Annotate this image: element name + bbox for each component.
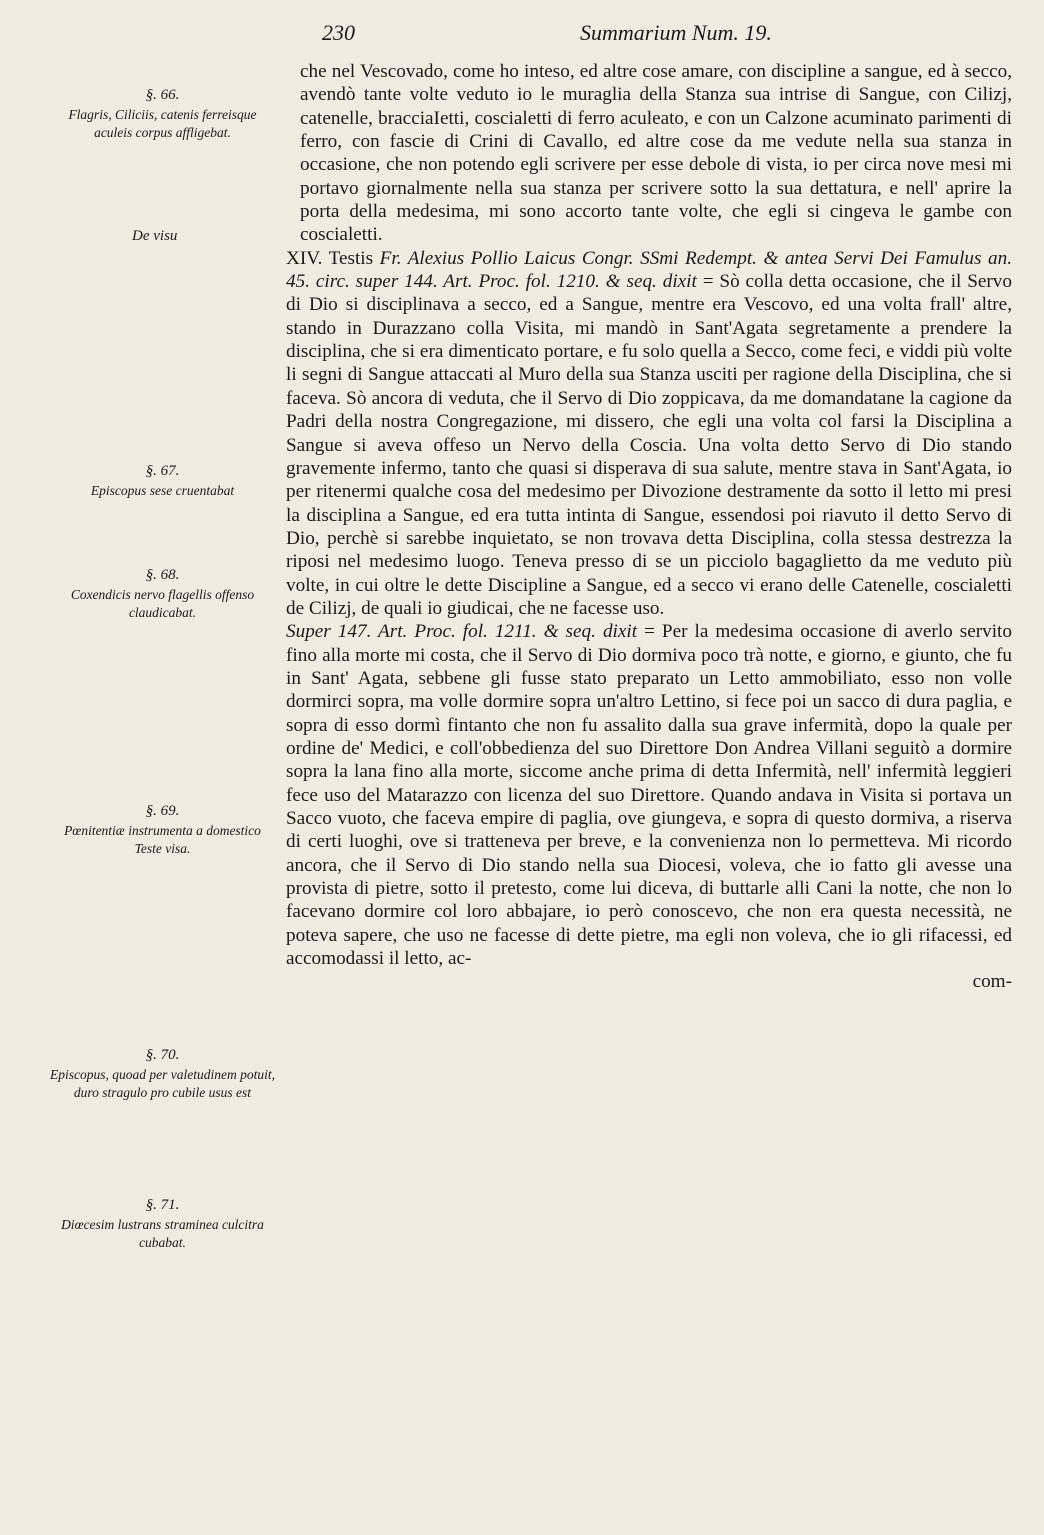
paragraph-super-147 [286,620,1012,970]
testimony-number: XIV. Testis [286,247,380,269]
margin-stray-word: De visu [132,228,178,244]
paragraph-continuation: che nel Vescovado, come ho inteso, ed altre cose amare, con discipline a sangue, ed à secco, avendò tante volte veduto io le muraglia della Stanza sua intrise di Sangue, con Cilizj, catenelle, bracciaIetti, coscialetti di ferro aculeato, e con un Calzone acuminato parimenti di ferro, con fascie di Crini di Cavallo, ed altre cose da me vedute nella sua stanza in occasione, che non potendo egli scrivere per esse debole di vista, io per circa nove mesi mi portavo giornalmente nella sua stanza per scrivere sotto la sua dettatura, e nell' aprire la porta della medesima, mi sono accorto tante volte, che egli si cingeva le gambe con coscialetti. [300,61,1012,246]
margin-note-text: Episcopus sese cruentabat [90,483,235,498]
margin-note-text: Episcopus, quoad per valetudinem potuit, duro stragulo pro cubile usus est [50,1067,275,1100]
margin-note-text: Flagris, Ciliciis, catenis ferreisque aculeis corpus affligebat. [68,107,257,140]
page-number: 230 [322,20,355,45]
margin-note-text: Pœnitentiæ instrumenta a domestico Teste visa. [64,823,261,856]
margin-note-67 [50,462,275,500]
article-citation: Super 147. Art. Proc. fol. 1211. & seq. dixit [286,621,638,643]
margin-note-66 [50,86,275,142]
margin-note-section: §. 67. [145,463,180,479]
main-text-column [286,60,1012,994]
running-title: Summarium Num. 19. [580,20,772,45]
margin-note-section: §. 66. [145,87,180,103]
page-header [322,20,842,54]
margin-note-text: Coxendicis nervo flagellis offenso claudicabat. [70,587,255,620]
margin-note-69 [50,802,275,858]
paragraph-testimony-xiv [286,247,1012,621]
margin-note-section: §. 69. [145,803,180,819]
margin-note-text: Diœcesim lustrans straminea culcitra cubabat. [61,1217,264,1250]
witness-citation: Fr. Alexius Pollio Laicus Congr. SSmi Redempt. & antea Servi Dei Famulus an. 45. circ. super 144. Art. Proc. fol. 1210. & seq. dixit [286,247,1012,293]
margin-note-71 [50,1196,275,1252]
catchword: com- [972,971,1012,993]
margin-note-section: §. 68. [145,567,180,583]
margin-note-68 [50,566,275,622]
article-text: = Per la medesima occasione di averlo servito fino alla morte mi costa, che il Servo di Dio dormiva poco trà notte, e giorno, e giunto, che fu in Sant' Agata, sebbene gli fusse stato preparato un Letto ammobiliato, esso non volle dormirci sopra, ma volle dormire sopra un'altro Lettino, si fece poi un sacco di dura paglia, e sopra di esso dormì fintanto che non fu assalito dalla sua grave infermità, dopo la quale per ordine de' Medici, e coll'obbedienza del suo Direttore Don Andrea Villani seguitò a dormire sopra la lana fino alla morte, siccome anche prima di detta Infermità, nell' infermità leggieri fece uso del Matarazzo con licenza del suo Direttore. Quando andava in Visita si portava un Sacco vuoto, che faceva empire di paglia, ove giungeva, e sopra di questo dormiva, a riserva di certi luoghi, ove si tratteneva per breve, e la convenienza non lo permetteva. Mi ricordo ancora, che il Servo di Dio stando nella sua Diocesi, voleva, che io fatto gli avesse una provista di pietre, sotto il pretesto, come lui diceva, di buttarle alli Cani la notte, che non lo facevano dormire col loro abbajare, io però conoscevo, che non era questa necessità, ne poteva sapere, che uso ne facesse di dette pietre, ma egli non voleva, che io gli rifacessi, ed accomodassi il letto, ac- [286,621,1012,970]
testimony-text: = Sò colla detta occasione, che il Servo di Dio si disciplinava a secco, ed a Sangue, mentre era Vescovo, ed una volta frall' altre, stando in Durazzano colla Visita, mi mandò in Sant'Agata segretamente a prendere la disciplina, che si era dimenticato portare, e fu solo quella a Secco, come feci, e viddi più volte li segni di Sangue attaccati al Muro della sua Stanza usciti per ragione della Disciplina, che si faceva. Sò ancora di veduta, che il Servo di Dio zoppicava, da me domandatane la cagione da Padri della nostra Congregazione, mi dissero, che egli una volta col farsi la Disciplina a Sangue si aveva offeso un Nervo della Coscia. Una volta detto Servo di Dio stando gravemente infermo, tanto che quasi si disperava di sua salute, mentre stava in Sant'Agata, io per ritenermi qualche cosa del medesimo per Divozione destramente da sotto il letto mi presi la disciplina a Sangue, ed era tutta intinta di Sangue, essendosi poi riavuto il detto Servo di Dio, perchè si sarebbe inquietato, se non trovava detta Disciplina, colla stessa destrezza la riposi nel medesimo luogo. Teneva presso di se un picciolo bagaglietto da me veduto più volte, in cui oltre le dette Discipline a Sangue, ed a secco vi erano delle Catenelle, coscialetti de Cilizj, de quali io giudicai, che ne facesse uso. [286,271,1012,619]
margin-note-section: §. 70. [145,1047,180,1063]
margin-note-70 [50,1046,275,1102]
margin-note-section: §. 71. [145,1197,180,1213]
